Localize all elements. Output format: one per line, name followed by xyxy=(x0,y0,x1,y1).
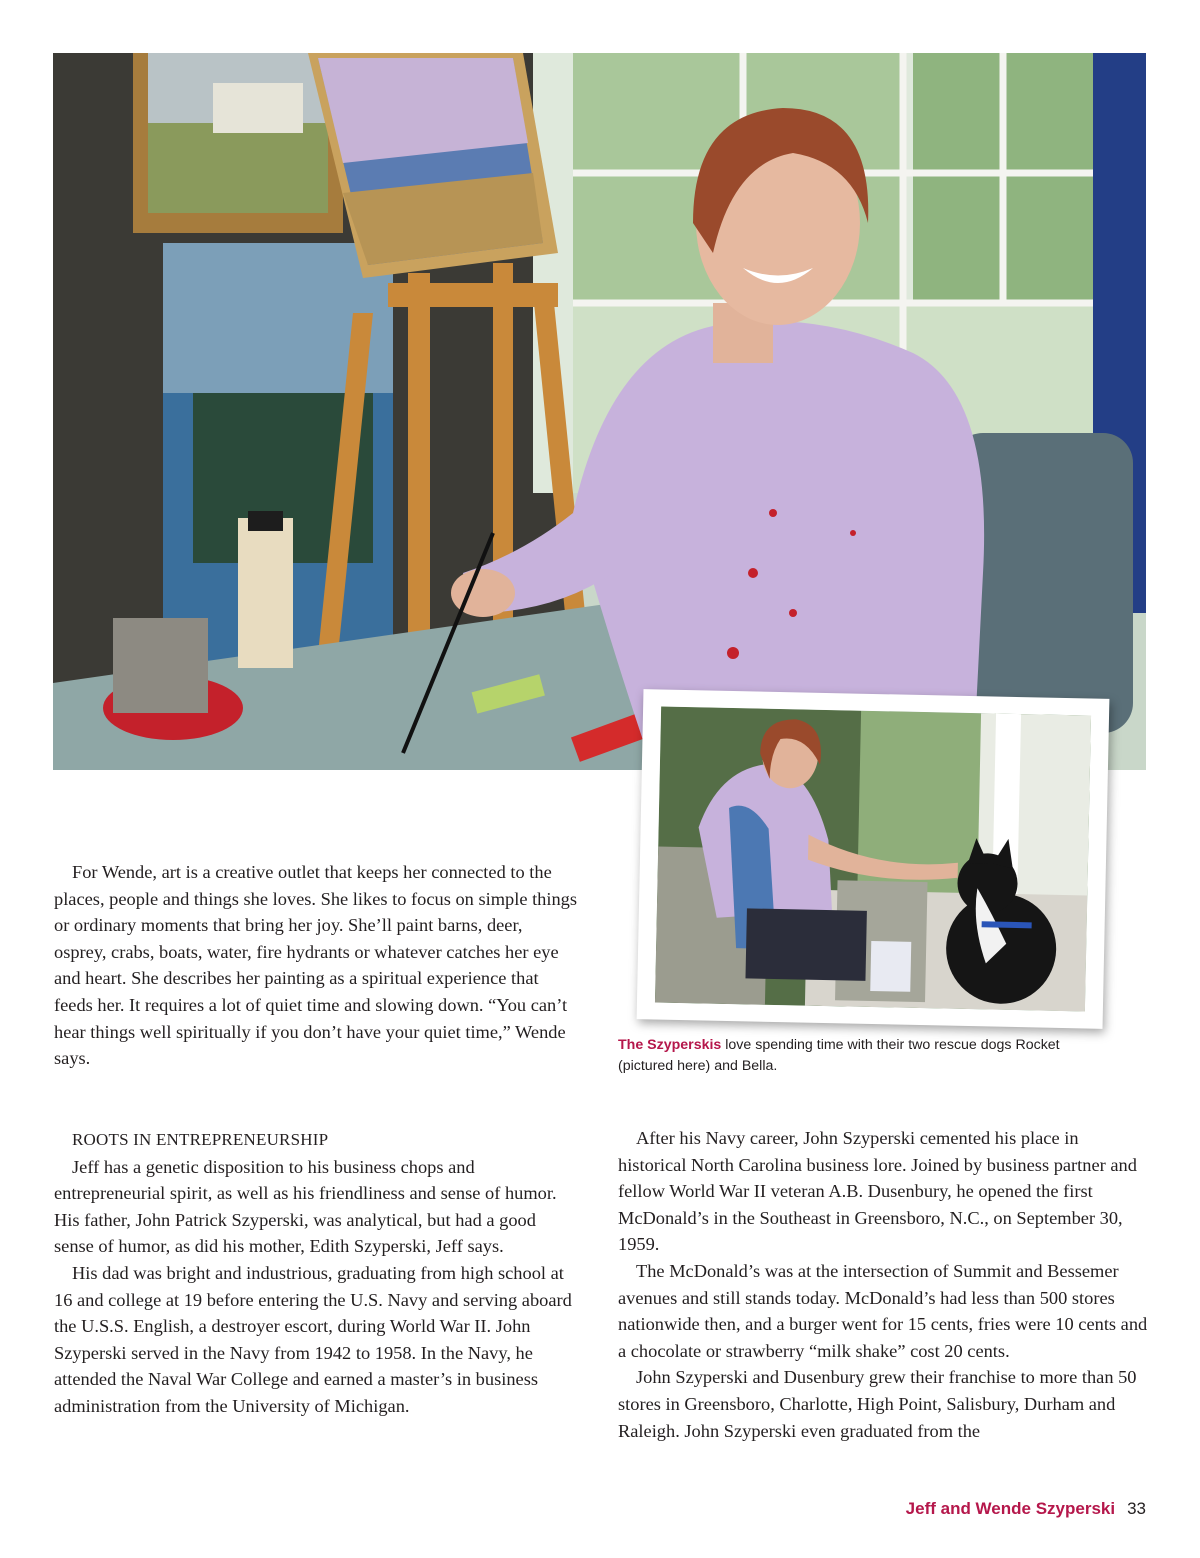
hero-photo xyxy=(53,53,1146,770)
body-paragraph: After his Navy career, John Szyperski cemented his place in historical North Carolina business lore. Joined by business partner and fellow World War II veteran A.B. Dusenbury, he opened the first McDonald’s in the Southeast in Greensboro, N.C., on September 30, 1959. xyxy=(618,1128,1137,1255)
article-intro xyxy=(54,859,578,1072)
body-paragraph: John Szyperski and Dusenbury grew their franchise to more than 50 stores in Greensboro, Charlotte, High Point, Salisbury, Durham and Raleigh. John Szyperski even graduated from the xyxy=(618,1367,1137,1441)
intro-paragraph: For Wende, art is a creative outlet that keeps her connected to the places, people and things she loves. She likes to focus on simple things or ordinary moments that bring her joy. She’ll paint barns, deer, osprey, crabs, boats, water, fire hydrants or whatever catches her eye and heart. She describes her painting as a spiritual experience that feeds her. It requires a lot of quiet time and slowing down. “You can’t hear things well spiritually if you don’t have your quiet time,” Wende says. xyxy=(54,862,578,1069)
body-paragraph: The McDonald’s was at the intersection of Summit and Bessemer avenues and still stands today. McDonald’s had less than 500 stores nationwide then, and a burger went for 15 cents, fries were 10 cents and a chocolate or strawberry “milk shake” cost 20 cents. xyxy=(618,1260,1148,1361)
inset-photo-illustration xyxy=(655,707,1091,1012)
article-column-2 xyxy=(618,1125,1148,1444)
footer-title: Jeff and Wende Szyperski xyxy=(905,1499,1116,1518)
inset-photo xyxy=(655,707,1091,1012)
article-column-1 xyxy=(54,1127,578,1420)
hero-photo-illustration xyxy=(53,53,1146,770)
caption-text: love spending time with their two rescue dogs Rocket (pictured here) and Bella. xyxy=(618,1037,1060,1074)
body-paragraph: Jeff has a genetic disposition to his business chops and entrepreneurial spirit, as well as his friendliness and sense of humor. His father, John Patrick Szyperski, was analytical, but had a good sense of humor, as did his mother, Edith Szyperski, Jeff says. xyxy=(54,1156,557,1257)
page-footer xyxy=(906,1497,1146,1521)
section-heading: ROOTS IN ENTREPRENEURSHIP xyxy=(72,1130,329,1149)
page-number: 33 xyxy=(1127,1499,1146,1518)
body-paragraph: His dad was bright and industrious, graduating from high school at 16 and college at 19 before entering the U.S. Navy and serving aboard the U.S.S. English, a destroyer escort, during World War II. John Szyperski served in the Navy from 1942 to 1958. In the Navy, he attended the Naval War College and earned a master’s in business administration from the University of Michigan. xyxy=(54,1262,572,1416)
photo-caption xyxy=(618,1035,1088,1077)
caption-lead: The Szyperskis xyxy=(618,1037,722,1053)
inset-photo-frame xyxy=(637,689,1110,1029)
